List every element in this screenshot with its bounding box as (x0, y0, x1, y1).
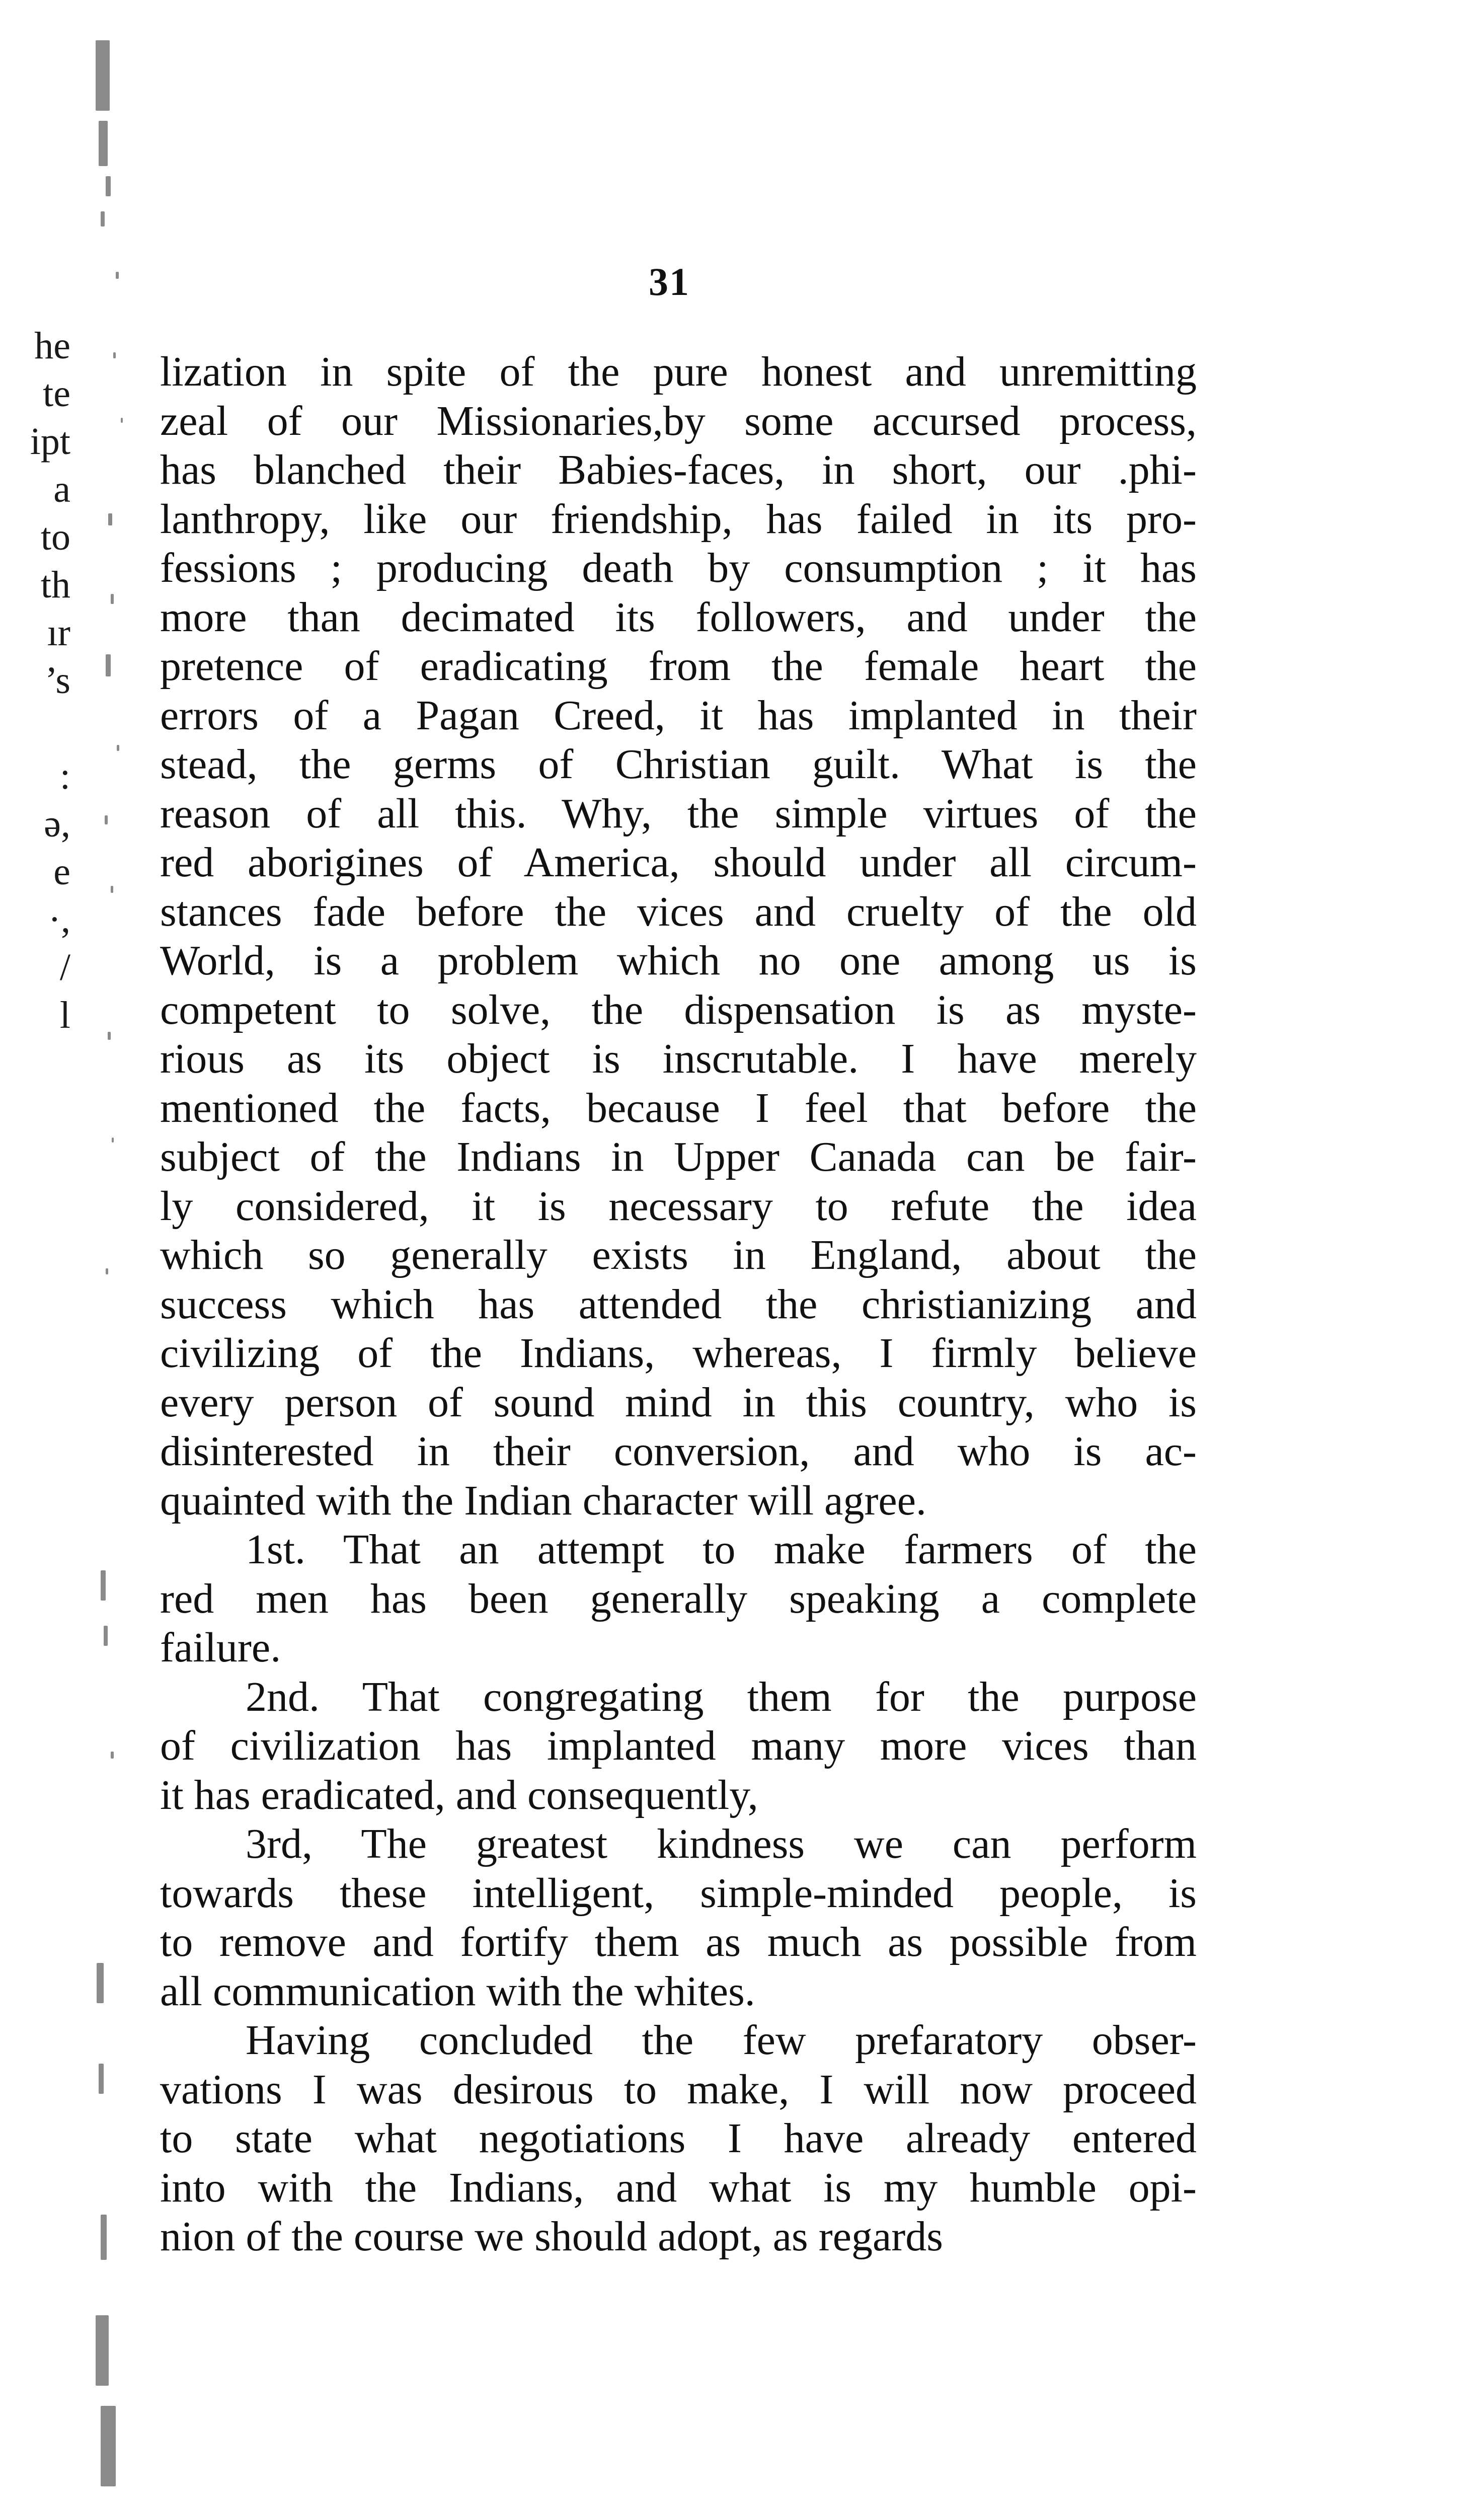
text-line: has blanched their Babies-faces, in short, our .phi- (160, 446, 1197, 493)
text-line: lanthropy, like our friendship, has failed in its pro- (160, 495, 1197, 543)
text-line: subject of the Indians in Upper Canada can be fair- (160, 1133, 1197, 1180)
gutter-speck (99, 2064, 104, 2094)
text-line: rious as its object is inscrutable. I have merely (160, 1035, 1197, 1082)
text-line: stead, the germs of Christian guilt. What is the (160, 741, 1197, 788)
text-line: civilizing of the Indians, whereas, I firmly believe (160, 1330, 1197, 1377)
text-line: quainted with the Indian character will agree. (160, 1477, 926, 1524)
text-line: to state what negotiations I have already entered (160, 2115, 1197, 2162)
text-line: pretence of eradicating from the female heart the (160, 643, 1197, 690)
facing-page-fragment (0, 322, 70, 1039)
facing-page-fragment-line: ır (47, 612, 70, 654)
text-line: ly considered, it is necessary to refute the idea (160, 1182, 1197, 1230)
text-line: zeal of our Missionaries,by some accursed process, (160, 397, 1197, 444)
gutter-speck (97, 1963, 104, 2003)
gutter-speck (99, 121, 108, 166)
facing-page-fragment-line: a (53, 468, 70, 510)
text-line: failure. (160, 1624, 281, 1671)
text-line: competent to solve, the dispensation is as myste- (160, 986, 1197, 1033)
text-line: into with the Indians, and what is my humble opi- (160, 2164, 1197, 2211)
gutter-speck (96, 2315, 109, 2386)
text-line: to remove and fortify them as much as possible from (160, 1919, 1197, 1965)
gutter-speck (116, 272, 119, 279)
text-line: 1st. That an attempt to make farmers of the (246, 1526, 1197, 1573)
facing-page-fragment-line: l (59, 994, 70, 1036)
gutter-speck (121, 418, 123, 423)
text-line: it has eradicated, and consequently, (160, 1771, 758, 1818)
gutter-speck (106, 654, 111, 676)
text-line: of civilization has implanted many more vices than (160, 1722, 1197, 1769)
text-line: reason of all this. Why, the simple virtues of the (160, 790, 1197, 837)
gutter-speck (113, 352, 116, 358)
gutter-speck (108, 1032, 111, 1040)
text-line: errors of a Pagan Creed, it has implanted in their (160, 692, 1197, 739)
gutter-speck (101, 211, 105, 226)
facing-page-fragment-line: to (40, 516, 70, 558)
gutter-speck (105, 815, 108, 824)
text-line: more than decimated its followers, and under the (160, 593, 1197, 641)
gutter-speck (104, 1626, 108, 1646)
gutter-speck (101, 2406, 116, 2486)
text-line: fessions ; producing death by consumption ; it has (160, 545, 1197, 591)
facing-page-fragment-line: e (53, 851, 70, 893)
text-line: 3rd, The greatest kindness we can perform (246, 1820, 1197, 1867)
text-line: vations I was desirous to make, I will now proceed (160, 2066, 1197, 2113)
text-line: Having concluded the few prefaratory obser- (246, 2017, 1197, 2064)
text-line: lization in spite of the pure honest and unremitting (160, 348, 1197, 395)
facing-page-fragment-line: th (40, 564, 70, 606)
gutter-speck (101, 1570, 106, 1601)
gutter-speck (112, 1137, 114, 1143)
gutter-speck (106, 176, 111, 196)
text-line: red men has been generally speaking a complete (160, 1575, 1197, 1622)
text-line: red aborigines of America, should under all circum- (160, 839, 1197, 886)
text-line: 2nd. That congregating them for the purpose (246, 1673, 1197, 1720)
text-line: towards these intelligent, simple-minded people, is (160, 1869, 1197, 1917)
gutter-speck (96, 40, 110, 111)
gutter-speck (108, 513, 112, 525)
gutter-speck (111, 886, 113, 893)
page-number: 31 (649, 260, 690, 303)
text-line: every person of sound mind in this country, who is (160, 1379, 1197, 1426)
body-text (160, 347, 1197, 2261)
facing-page-fragment-line: te (43, 372, 70, 415)
gutter-speck (111, 594, 114, 604)
text-line: all communication with the whites. (160, 1967, 755, 2015)
facing-page-fragment-line: ǝ, (44, 803, 70, 845)
text-line: nion of the course we should adopt, as regards (160, 2213, 943, 2260)
gutter-speck (117, 745, 119, 751)
facing-page-fragment-line: ipt (30, 420, 70, 463)
gutter-speck (106, 1268, 108, 1274)
facing-page-fragment-line: / (59, 946, 70, 989)
text-line: success which has attended the christianizing and (160, 1280, 1197, 1328)
text-line: which so generally exists in England, about the (160, 1232, 1197, 1278)
gutter-speck (101, 2215, 107, 2260)
facing-page-fragment-line: : (59, 755, 70, 797)
text-line: stances fade before the vices and cruelty of the old (160, 888, 1197, 935)
binding-gutter (86, 0, 146, 2504)
text-line: World, is a problem which no one among us is (160, 937, 1197, 984)
text-line: mentioned the facts, because I feel that before the (160, 1084, 1197, 1131)
facing-page-fragment-line: ·, (48, 898, 70, 941)
facing-page-fragment-line: ’s (45, 659, 70, 702)
facing-page-fragment-line (0, 705, 70, 752)
text-line: disinterested in their conversion, and who is ac- (160, 1428, 1197, 1475)
gutter-speck (111, 1752, 114, 1759)
facing-page-fragment-line: he (34, 325, 70, 367)
